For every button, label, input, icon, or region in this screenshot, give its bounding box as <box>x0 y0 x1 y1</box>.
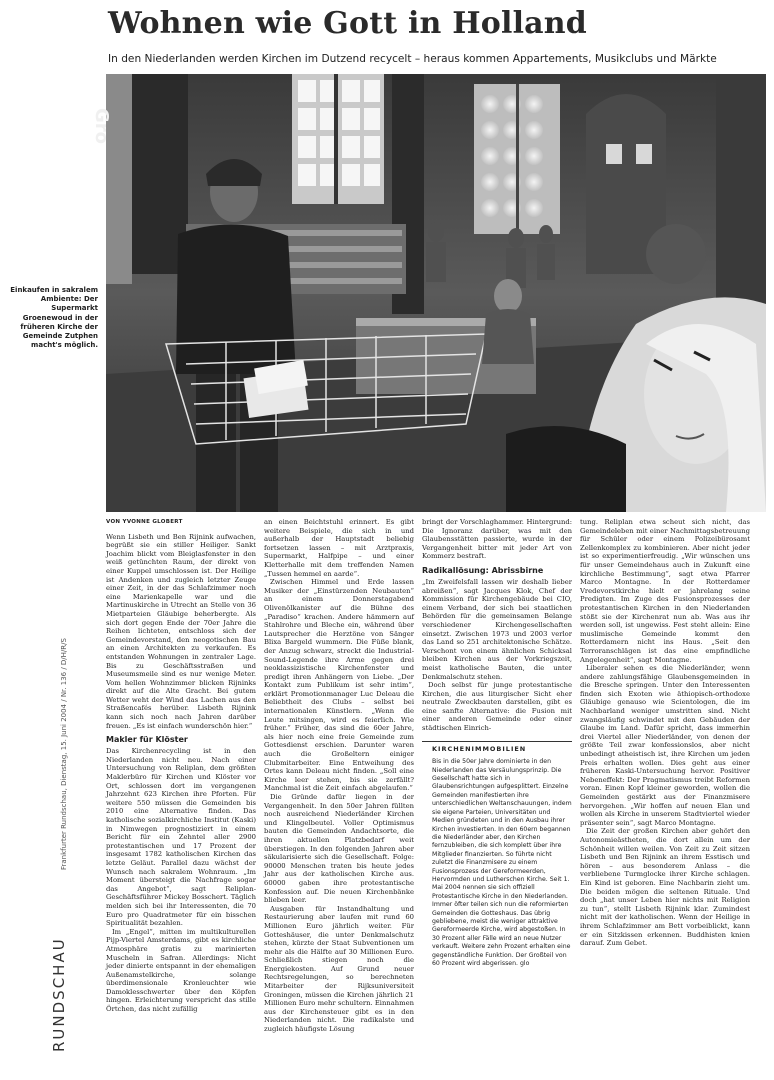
stained-glass-window <box>292 74 384 204</box>
stained-glass-window <box>474 84 560 234</box>
article-photo <box>91 74 766 512</box>
infobox-title: KIRCHENIMMOBILIEN <box>432 744 527 753</box>
paragraph: „Im Zweifelsfall lassen wir deshalb lieber abreißen“, sagt Jacques Klok, Chef der Kommission für Kirchengebäude bei CIO, einem Verband, der sich bei staatlichen Behörden für die gemeinsamen Belange verschiedener Kirchengesellschaften einsetzt. Zwischen 1973 und 2003 verlor das Land so 251 architektonische Schätze. Verschont von einem ähnlichen Schicksal bleiben Kirchen aus der Vorkriegszeit, meist katholische Bauten, die unter Denkmalschutz stehen. <box>422 577 572 681</box>
infobox <box>422 741 572 969</box>
paragraph: an einen Beichtstuhl erinnert. Es gibt weitere Beispiele, die sich in und außerhalb der Hauptstadt beliebig fortsetzen lassen – mit Arztpraxis, Supermarkt, Halfpipe – und einer Kletterhalle mit dem treffenden Namen „Tussen hemmel en aarde“. <box>264 518 414 578</box>
dateline: Frankfurter Rundschau, Dienstag, 15. Juni 2004 / Nr. 136 / D/H/R/S <box>60 638 68 870</box>
infobox-text: Bis in die 50er Jahre dominierte in den Niederlanden das Versäulungsprinzip. Die Gesellschaft hatte sich in Glaubensrichtungen aufgesplittert. Einzelne Gemeinden manifestierten ihre unterschiedlichen Weltanschauungen, indem sie eigene Parteien, Universitäten und Medien gründeten und in den Ausbau ihrer Kirchen investierten. In den 60ern begannen die Niederländer aber, den Kirchen fernzubleiben, die sich komplett über ihre Mitglieder finanzierten. So führte nicht zuletzt die Finanzmisere zu einem Fusionsprozess der Gereformeerden, Hervormden und Lutherschen Kirche. Seit 1. Mai 2004 nennen sie sich offiziell Protestantische Kirche in den Niederlanden. Immer öfter teilen sich nun die reformierten Gemeinden die Gotteshaus. Das übrig gebliebene, meist die weniger attraktive Gereformeerde Kirche, wird abgestoßen. In 30 Prozent aller Fälle wird an neue Nutzer verkauft. Weitere zehn Prozent erhalten eine gegenständliche Funktion. Der Großteil von 60 Prozent wird abgerissen. glo <box>432 758 572 967</box>
paragraph: tung. Reliplan etwa scheut sich nicht, das Gemeindeleben mit einer Nachmittagsbetreuung für Schüler oder einem Polizeibürosamt Zellenkomplex zu kombinieren. Aber nicht jeder ist so experimentierfreudig. „Wir wünschen uns für unser Gemeindehaus auch in Zukunft eine kirchliche Bestimmung“, sagt etwa Pfarrer Marco Montagne. In der Rotterdamer Vredevorstkirche hielt er jahrelang seine Predigten. Im Zuge des Fusionsprozesses der protestantischen Kirchen in den Niederlanden stößt sie der Kirchenrat nun ab. Was aus ihr werden soll, ist ungewiss. Fest steht allein: Eine muslimische Gemeinde kommt den Rotterdamern nicht ins Haus. „Seit den Terroranschlägen ist das eine empfindliche Angelegenheit“, sagt Montagne. <box>580 518 750 664</box>
paragraph: Die Gründe dafür liegen in der Vergangenheit. In den 50er Jahren füllten noch ausreichend Niederländer Kirchen und Klingelbeutel. Voller Optimismus bauten die Gemeinden Andachtsorte, die ihren aktuellen Platzbedarf weit überstiegen. In den folgenden Jahren aber säkularisierte sich die Gesellschaft. Folge: 90000 Menschen traten bis heute jedes Jahr aus der katholischen Kirche aus. 60000 gaben ihre protestantische Konfession auf. Die neuen Kirchenbänke blieben leer. <box>264 793 414 905</box>
paragraph: Doch selbst für junge protestantische Kirchen, die aus liturgischer Sicht eher neutrale Zweckbauten darstellen, gibt es eine sanfte Alternative: die Fusion mit einer anderen Gemeinde oder einer städtischen Einrich- <box>422 681 572 733</box>
subheadline: In den Niederlanden werden Kirchen im Dutzend recycelt – heraus kommen Appartements, Musikclubs und Märkte <box>108 53 717 65</box>
section-logo: RUNDSCHAU <box>50 937 68 1052</box>
article-column-2 <box>264 518 414 1074</box>
paragraph: Im „Engel“, mitten im multikulturellen Pijp-Viertel Amsterdams, gibt es kirchliche Atmosphäre gratis zu marinierten Muscheln in Safran. Allerdings: Nicht jeder dinierte entspannt in der ehemaligen Außenamstelkirche, solange überdimensionale Kronleuchter wie Damoklesschwerter über den Köpfen hingen. Erleichterung verspricht das stille Örtchen, das nicht zufällig <box>106 927 256 1014</box>
paragraph: Liberaler sehen es die Niederländer, wenn andere zahlungsfähige Glaubensgemeinden in die Bresche springen. Unter den Interessenten finden sich Exoten wie äthiopisch-orthodoxe Gläubige genauso wie Scientologen, die im Nachbarland weniger umstritten sind. Nicht zwangsläufig schwindet mit den Gebäuden der Glaube im Land. Dafür spricht, dass immerhin drei Viertel aller Niederländer, von denen der größte Teil zwar konfessionslos, aber nicht unbedingt atheistisch ist, ihre Kirchen um jeden Preis erhalten wollen. Dies geht aus einer früheren Kaski-Untersuchung hervor. Positiver Nebeneffekt: Der Pragmatismus treibt Reformen voran. Einen Kopf kleiner geworden, wollen die Gemeinden gestärkt aus der Finanzmisere hervorgehen. „Wir hoffen auf neuen Elan und wollen als Kirche in unserem Stadtviertel wieder präsenter sein“, sagt Marco Montagne. <box>580 664 750 827</box>
paragraph: Ausgaben für Instandhaltung und Restaurierung aber laufen mit rund 60 Millionen Euro jährlich weiter. Für Gotteshäuser, die unter Denkmalschutz stehen, kürzte der Staat Subventionen um mehr als die Hälfte auf 30 Millionen Euro. Schließlich stiegen noch die Energiekosten. Auf Grund neuer Rechtsregelungen, so berechneten Mitarbeiter der Rijksuniversiteit Groningen, müssen die Kirchen jährlich 21 Millionen Euro mehr schultern. Einnahmen aus der Kirchensteuer gibt es in den Niederlanden nicht. Die radikalste und zugleich häufigste Lösung <box>264 904 414 1034</box>
paragraph: bringt der Vorschlaghammer. Hintergrund: Die Ignoranz darüber, was mit den Glaubensstätten passierte, wurde in der Vergangenheit bitter mit jeder Art von Kommerz bestraft. <box>422 518 572 561</box>
article-column-4 <box>580 518 750 1074</box>
paragraph: Zwischen Himmel und Erde lassen Musiker der „Einstürzenden Neubauten“ an einem Donnerstagabend Olivenölkanister auf die Bühne des „Paradiso“ krachen. Andere hämmern auf Stahlrohre und Bleche ein, während über Lautsprecher die Herztöne von Sänger Blixa Bargeld wummern. Die Füße blank, der Anzug schwarz, streckt die Industrial-Sound-Legende ihre Arme gegen drei neoklassizistische Kirchenfenster und predigt ihren Anhängern von Liebe. „Der Kontakt zum Publikum ist sehr intim“, erklärt Promotionmanager Luc Deleau die Beliebtheit des Clubs – selbst bei internationalen Künstlern. „Wenn die Leute mitsingen, wird es feierlich. Wie früher.“ Früher, das sind die 60er Jahre, als hier noch eine freie Gemeinde zum Gottesdienst erschien. Darunter waren auch die Großeltern einiger Clubmitarbeiter. Eine Entweihung des Ortes kann Deleau nicht finden. „Soll eine Kirche leer stehen, bis sie zerfällt? Manchmal ist die Zeit einfach abgelaufen.“ <box>264 578 414 793</box>
paragraph: Wenn Lisbeth und Ben Rijnink aufwachen, begrüßt sie ein stiller Heiliger. Sankt Joachim blickt vom Bleiglasfenster in den weiß getünchten Raum, der direkt von einer Kuppel umschlossen ist. Der Heilige ist Andenken und zugleich letzter Zeuge einer Zeit, in der das Schlafzimmer noch eine Marienkapelle war und die Martinuskirche in Utrecht an Stelle von 36 Mietparteien Gläubige beherbergte. Als sich dort gegen Ende der 70er Jahre die Reihen lichteten, entschloss sich der Gemeindevorstand, den neogotischen Bau an einen Architekten zu verkaufen. Es entstanden Wohnungen in zentraler Lage. Bis zu Geschäftsstraßen und Museumsmeile sind es nur wenige Meter. Vom hellen Wohnzimmer blicken Rijninks direkt auf die Alte Gracht. Bei gutem Wetter weht der Wind das Lachen aus den Straßencafés herüber. Lisbeth Rijnink kann sich noch nach Jahren darüber freuen. „Es ist einfach wunderschön hier.“ <box>106 532 256 730</box>
article-column-3 <box>422 518 572 1074</box>
headline: Wohnen wie Gott in Holland <box>108 6 587 41</box>
store-sign: Gro <box>91 108 112 145</box>
paragraph: Das Kirchenrecycling ist in den Niederlanden nicht neu. Nach einer Untersuchung von Reliplan, dem größten Maklerbüro für Kirchen und Klöster vor Ort, schlossen dort im vergangenen Jahrzehnt 623 Kirchen ihre Pforten. Für weitere 550 müssen die Gemeinden bis 2010 eine Alternative finden. Das katholische sozialkirchliche Institut (Kaski) in Nimwegen prognostiziert in einem Bericht für ein Zehntel aller 2900 protestantischen und 17 Prozent der insgesamt 1782 katholischen Kirchen das letzte Geläut. Parallel dazu wächst der Wunsch nach sakralem Wohnraum. „Im Moment übersteigt die Nachfrage sogar das Angebot“, sagt Reliplan-Geschäftsführer Mickey Bosschert. Täglich melden sich bei ihr Interessenten, die 70 Euro pro Quadratmeter für ein bisschen Spiritualität bezahlen. <box>106 747 256 928</box>
subheading: Makler für Klöster <box>106 735 188 745</box>
paragraph: Die Zeit der großen Kirchen aber gehört den Autonomieästheten, die dort allein um der Schönheit willen weilen. Von Zeit zu Zeit sitzen Lisbeth und Ben Rijnink an ihrem Esstisch und hören – aus besonderem Anlass – die verbliebene Turmglocke ihrer Kirche schlagen. Ein Kind ist geboren. Eine Nachbarin zieht um. Die beiden mögen die seltenen Rituale. Und doch „hat unser Leben hier nichts mit Religion zu tun“, stellt Lisbeth Rijnink klar. Zumindest nicht mit der katholischen. Wenn der Heilige in ihrem Schlafzimmer am Bett vorbeiblickt, kann er ein Sitzkissen erkennen. Buddhisten knien darauf. Zum Gebet. <box>580 827 750 948</box>
subheading: Radikallösung: Abrissbirne <box>422 565 544 575</box>
photo-caption: Einkaufen in sakralem Ambiente: Der Supermarkt Groenewoud in der früheren Kirche der Gemeinde Zutphen macht's möglich. <box>10 286 98 350</box>
author-byline: VON YVONNE GLOBERT <box>106 519 183 525</box>
article-column-1 <box>106 518 256 1074</box>
